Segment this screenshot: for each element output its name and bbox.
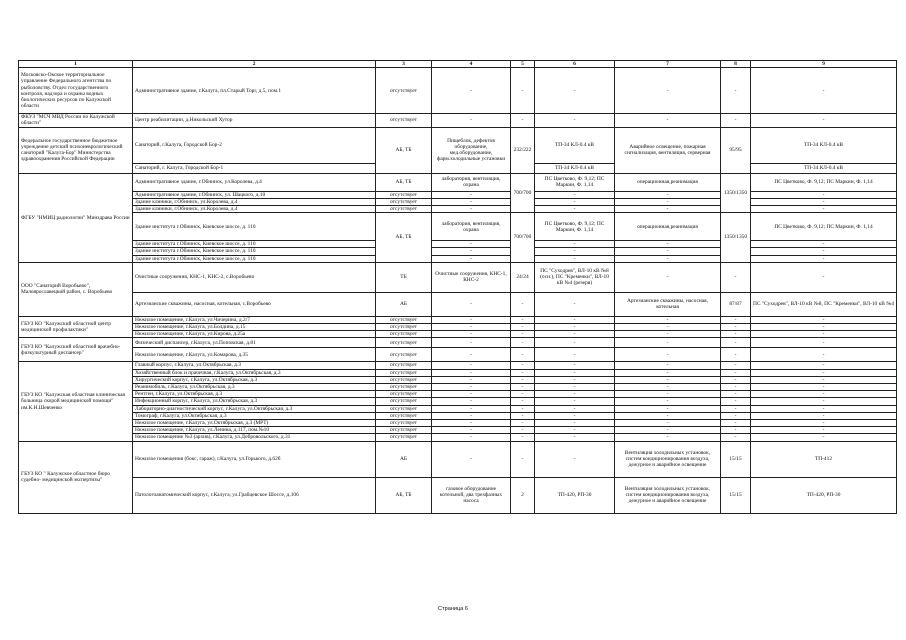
col3-cell: отсутствует bbox=[376, 391, 432, 398]
col7-cell: - bbox=[615, 68, 721, 114]
col5-cell: 24/24 bbox=[511, 262, 535, 292]
col9-cell: - bbox=[751, 420, 897, 427]
object-cell: Нежилое помещения (бокс, гараж), г.Калуга, ул.Горького, д.62б bbox=[133, 441, 376, 477]
col5-cell: - bbox=[511, 405, 535, 412]
table-row bbox=[19, 255, 897, 262]
col4-cell: - bbox=[432, 376, 511, 383]
col3-cell: отсутствует bbox=[376, 114, 432, 127]
col9-cell: - bbox=[751, 206, 897, 213]
col3-cell: отсутствует bbox=[376, 68, 432, 114]
col5-cell: 2 bbox=[511, 477, 535, 513]
col8-cell: 95/95 bbox=[721, 127, 751, 173]
col6-cell: - bbox=[535, 412, 615, 419]
col4-cell: - bbox=[432, 362, 511, 369]
col3-cell: отсутствует bbox=[376, 369, 432, 376]
col5-cell: - bbox=[511, 316, 535, 323]
col8-cell: 15/15 bbox=[721, 477, 751, 513]
col3-cell: отсутствует bbox=[376, 348, 432, 362]
col4-cell: Пищеблок, дефектов оборудование, мед.оборудование, фарм.холодильные установки bbox=[432, 127, 511, 173]
col4-cell: - bbox=[432, 292, 511, 316]
table-row bbox=[19, 391, 897, 398]
col9-cell: - bbox=[751, 262, 897, 292]
col9-cell: - bbox=[751, 348, 897, 362]
col8-cell: - bbox=[721, 398, 751, 405]
col4-cell: - bbox=[432, 248, 511, 255]
table-row bbox=[19, 191, 897, 198]
page-number: Страница 6 bbox=[437, 606, 469, 612]
header-row bbox=[19, 61, 897, 68]
col5-cell: - bbox=[511, 114, 535, 127]
col7-cell: - bbox=[615, 427, 721, 434]
table-row bbox=[19, 405, 897, 412]
col-header-8: 8 bbox=[721, 61, 751, 68]
object-cell: Здание института г.Обнинск, Киевское шоссе, д. 110 bbox=[133, 241, 376, 248]
col9-cell: - bbox=[751, 434, 897, 441]
col4-cell: - bbox=[432, 441, 511, 477]
object-cell: Санаторий, г.Калуга, Городской Бор-2 bbox=[133, 127, 376, 163]
col3-cell: отсутствует bbox=[376, 427, 432, 434]
col9-cell: ПС "Суходрев", ВЛ-10 кВ №8, ПС "Кременки", ВЛ-10 кВ №4 bbox=[751, 292, 897, 316]
col5-cell: - bbox=[511, 441, 535, 477]
col4-cell: - bbox=[432, 369, 511, 376]
col6-cell: ТП-34 КЛ-0.4 кВ bbox=[535, 163, 615, 173]
table-row bbox=[19, 441, 897, 477]
col6-cell: - bbox=[535, 384, 615, 391]
col-header-4: 4 bbox=[432, 61, 511, 68]
object-cell: Здание клиники, г.Обнинск, ул.Королева, д.4 bbox=[133, 198, 376, 205]
table-row bbox=[19, 114, 897, 127]
table-row bbox=[19, 434, 897, 441]
col9-cell: - bbox=[751, 68, 897, 114]
object-cell: Томограф, г.Калуга, ул.Октябрьская, д.3 bbox=[133, 412, 376, 419]
col8-cell: 1350/1350 bbox=[721, 213, 751, 263]
organization-cell: ФГБУ "НМИЦ радиологии" Минздрава России bbox=[19, 173, 133, 262]
col7-cell: - bbox=[615, 324, 721, 331]
col7-cell: операционная,реанимация bbox=[615, 173, 721, 191]
col6-cell: - bbox=[535, 420, 615, 427]
col7-cell: - bbox=[615, 114, 721, 127]
col6-cell: - bbox=[535, 241, 615, 248]
col8-cell: - bbox=[721, 262, 751, 292]
table-row bbox=[19, 173, 897, 191]
col8-cell: - bbox=[721, 427, 751, 434]
col9-cell: - bbox=[751, 405, 897, 412]
col8-cell: - bbox=[721, 405, 751, 412]
col7-cell: Артезианские скважины, насосная, котельная bbox=[615, 292, 721, 316]
col9-cell: - bbox=[751, 324, 897, 331]
object-cell: Административное здание, г.Калуга, пл.Старый Торг, д.5, пом.1 bbox=[133, 68, 376, 114]
object-cell: Административное здание, г.Обнинск, ул.Королева, д.4 bbox=[133, 173, 376, 191]
object-cell: Здание клиники, г.Обнинск, ул.Королева, д.4 bbox=[133, 206, 376, 213]
col6-cell: ТП-34 КЛ-0.4 кВ bbox=[535, 127, 615, 163]
table-row bbox=[19, 369, 897, 376]
col4-cell: - bbox=[432, 331, 511, 338]
col4-cell: - bbox=[432, 434, 511, 441]
col5-cell: - bbox=[511, 398, 535, 405]
col4-cell: - bbox=[432, 420, 511, 427]
col6-cell: - bbox=[535, 68, 615, 114]
table-row bbox=[19, 248, 897, 255]
col4-cell: - bbox=[432, 384, 511, 391]
object-cell: Здание института г.Обнинск, Киевское шоссе, д. 110 bbox=[133, 255, 376, 262]
col6-cell: - bbox=[535, 369, 615, 376]
object-cell: Инфекционный корпус, г.Калуга, ул.Октябрьская, д.3 bbox=[133, 398, 376, 405]
table-row bbox=[19, 412, 897, 419]
col3-cell: отсутствует bbox=[376, 331, 432, 338]
object-cell: Нежилое помещение, г.Калуга, ул.Ленина, д.117, пом.№10 bbox=[133, 427, 376, 434]
col3-cell: отсутствует bbox=[376, 362, 432, 369]
col9-cell: - bbox=[751, 384, 897, 391]
col9-cell: - bbox=[751, 331, 897, 338]
col7-cell: Вентиляция холодильных установок, систем кондиционирования воздуха, дежурное и аварийное освещение bbox=[615, 477, 721, 513]
col9-cell: - bbox=[751, 191, 897, 198]
col3-cell: отсутствует bbox=[376, 376, 432, 383]
object-cell: Административное здание, г.Обнинск, ул. Шацкого, д.10 bbox=[133, 191, 376, 198]
col7-cell: - bbox=[615, 191, 721, 198]
col4-cell: - bbox=[432, 427, 511, 434]
col4-cell: газовое оборудование котельной, два трехфазных насоса bbox=[432, 477, 511, 513]
col6-cell: - bbox=[535, 441, 615, 477]
col-header-6: 6 bbox=[535, 61, 615, 68]
col-header-1: 1 bbox=[19, 61, 133, 68]
object-cell: Физический диспансер, г.Калуга, ул.Поповская, д.81 bbox=[133, 338, 376, 348]
col5-cell: - bbox=[511, 427, 535, 434]
col-header-3: 3 bbox=[376, 61, 432, 68]
organization-cell: Московско-Окское территориальное управление Федерального агентства по рыболовству. Отдел государственного контроля, надзора и охраны водных биологических ресурсов по Калужской области bbox=[19, 68, 133, 114]
col3-cell: отсутствует bbox=[376, 338, 432, 348]
col5-cell: - bbox=[511, 369, 535, 376]
object-cell: Хозяйственный блок и прачечная, г.Калуга, ул.Октябрьская, д.3 bbox=[133, 369, 376, 376]
col4-cell: - bbox=[432, 348, 511, 362]
col9-cell: - bbox=[751, 316, 897, 323]
object-cell: Здание института г.Обнинск, Киевское шоссе, д. 110 bbox=[133, 248, 376, 255]
col5-cell: 700/700 bbox=[511, 173, 535, 213]
col6-cell: - bbox=[535, 114, 615, 127]
col4-cell: - bbox=[432, 206, 511, 213]
col9-cell: ТП-412 bbox=[751, 441, 897, 477]
col3-cell: отсутствует bbox=[376, 434, 432, 441]
col9-cell: - bbox=[751, 248, 897, 255]
col8-cell: - bbox=[721, 369, 751, 376]
col8-cell: - bbox=[721, 331, 751, 338]
col4-cell: лаборатория, вентиляция, охрана bbox=[432, 173, 511, 191]
table-row bbox=[19, 477, 897, 513]
object-cell: Нежилое помещение, г.Калуга, ул.Чичерина, д.2/7 bbox=[133, 316, 376, 323]
col3-cell: отсутствует bbox=[376, 412, 432, 419]
col-header-7: 7 bbox=[615, 61, 721, 68]
col4-cell: - bbox=[432, 412, 511, 419]
object-cell: Реанимобиль, г.Калуга, ул.Октябрьская, д.3 bbox=[133, 384, 376, 391]
col6-cell: - bbox=[535, 362, 615, 369]
table-row bbox=[19, 331, 897, 338]
col7-cell: - bbox=[615, 331, 721, 338]
col9-cell: - bbox=[751, 398, 897, 405]
col8-cell: - bbox=[721, 412, 751, 419]
col7-cell: Вентиляция холодильных установок, систем кондиционирования воздуха, дежурное и аварийное освещение bbox=[615, 441, 721, 477]
organization-cell: ООО "Санаторий Воробьево", Малоярославецкий район, с. Воробьево bbox=[19, 262, 133, 316]
col6-cell: - bbox=[535, 427, 615, 434]
organization-cell: ГБУЗ КО "Калужский областной центр медицинской профилактики" bbox=[19, 316, 133, 338]
data-table bbox=[18, 60, 897, 514]
col7-cell: - bbox=[615, 262, 721, 292]
col3-cell: отсутствует bbox=[376, 384, 432, 391]
object-cell: Здание института г.Обнинск, Киевское шоссе, д. 110 bbox=[133, 213, 376, 241]
col3-cell: АБ bbox=[376, 441, 432, 477]
col6-cell: ТП-420, РП-30 bbox=[535, 477, 615, 513]
col3-cell: отсутствует bbox=[376, 405, 432, 412]
organization-cell: ГБУЗ КО "Калужский областной врачебно-физкультурный диспансер" bbox=[19, 338, 133, 362]
col6-cell: - bbox=[535, 248, 615, 255]
table-row bbox=[19, 241, 897, 248]
col7-cell: - bbox=[615, 248, 721, 255]
col3-cell: АБ, ТБ bbox=[376, 213, 432, 263]
col6-cell: ПС Цветково, Ф. 9,12; ПС Маркин, Ф. 1,14 bbox=[535, 213, 615, 241]
col4-cell: - bbox=[432, 114, 511, 127]
table-row bbox=[19, 398, 897, 405]
col7-cell: - bbox=[615, 420, 721, 427]
table-row bbox=[19, 338, 897, 348]
col4-cell: - bbox=[432, 338, 511, 348]
col4-cell: - bbox=[432, 398, 511, 405]
col9-cell: - bbox=[751, 362, 897, 369]
object-cell: Хирургический корпус, г.Калуга, ул.Октябрьская, д.3 bbox=[133, 376, 376, 383]
table-row bbox=[19, 384, 897, 391]
col-header-9: 9 bbox=[751, 61, 897, 68]
col7-cell: - bbox=[615, 338, 721, 348]
col9-cell: - bbox=[751, 338, 897, 348]
col8-cell: - bbox=[721, 391, 751, 398]
col9-cell: - bbox=[751, 255, 897, 262]
col6-cell: - bbox=[535, 292, 615, 316]
col8-cell: - bbox=[721, 384, 751, 391]
col6-cell: - bbox=[535, 348, 615, 362]
col9-cell: - bbox=[751, 412, 897, 419]
object-cell: Рентген, г.Калуга, ул.Октябрьская, д.3 bbox=[133, 391, 376, 398]
col7-cell: - bbox=[615, 369, 721, 376]
object-cell: Санаторий, г. Калуга, Городской Бор-1 bbox=[133, 163, 376, 173]
col6-cell: - bbox=[535, 391, 615, 398]
col8-cell: - bbox=[721, 376, 751, 383]
col6-cell: - bbox=[535, 324, 615, 331]
col5-cell: 700/700 bbox=[511, 213, 535, 263]
col9-cell: - bbox=[751, 427, 897, 434]
table-row bbox=[19, 427, 897, 434]
col5-cell: - bbox=[511, 338, 535, 348]
col3-cell: отсутствует bbox=[376, 398, 432, 405]
col4-cell: - bbox=[432, 191, 511, 198]
col6-cell: - bbox=[535, 398, 615, 405]
col4-cell: - bbox=[432, 241, 511, 248]
object-cell: Главный корпус, г.Калуга, ул.Октябрьская, д.3 bbox=[133, 362, 376, 369]
col7-cell: - bbox=[615, 316, 721, 323]
col5-cell: - bbox=[511, 292, 535, 316]
col3-cell: АБ bbox=[376, 292, 432, 316]
col5-cell: - bbox=[511, 348, 535, 362]
col7-cell: - bbox=[615, 206, 721, 213]
col4-cell: - bbox=[432, 198, 511, 205]
col5-cell: - bbox=[511, 68, 535, 114]
organization-cell: ФКУЗ "МСЧ МВД России по Калужской области" bbox=[19, 114, 133, 127]
col7-cell: - bbox=[615, 384, 721, 391]
col6-cell: - bbox=[535, 338, 615, 348]
table-row bbox=[19, 362, 897, 369]
col3-cell: отсутствует bbox=[376, 206, 432, 213]
col3-cell: отсутствует bbox=[376, 191, 432, 198]
col-header-5: 5 bbox=[511, 61, 535, 68]
col9-cell: - bbox=[751, 369, 897, 376]
col6-cell: - bbox=[535, 206, 615, 213]
col4-cell: - bbox=[432, 316, 511, 323]
col4-cell: - bbox=[432, 324, 511, 331]
organization-cell: ГБУЗ КО " Калужское областное бюро судебно- медицинской экспертизы" bbox=[19, 441, 133, 513]
object-cell: Патологоанатомический корпус, г.Калуга, ул.Грабцевское Шоссе, д.106 bbox=[133, 477, 376, 513]
col5-cell: - bbox=[511, 412, 535, 419]
col7-cell: - bbox=[615, 412, 721, 419]
col3-cell: отсутствует bbox=[376, 420, 432, 427]
col3-cell: отсутствует bbox=[376, 198, 432, 205]
object-cell: Нежилое помещение, г.Калуга, ул.Октябрьская, д.3 (МРТ) bbox=[133, 420, 376, 427]
col4-cell: - bbox=[432, 68, 511, 114]
object-cell: Центр реабилитации, д.Никольский Хутор bbox=[133, 114, 376, 127]
col6-cell: - bbox=[535, 255, 615, 262]
table-row bbox=[19, 127, 897, 163]
col8-cell: - bbox=[721, 362, 751, 369]
col8-cell: 1350/1350 bbox=[721, 173, 751, 213]
col6-cell: - bbox=[535, 434, 615, 441]
col8-cell: - bbox=[721, 68, 751, 114]
table-row bbox=[19, 324, 897, 331]
col7-cell: - bbox=[615, 391, 721, 398]
col8-cell: - bbox=[721, 316, 751, 323]
col8-cell: 15/15 bbox=[721, 441, 751, 477]
organization-cell: ГБУЗ КО "Калужская областная клиническая больница скорой медицинской помощи" им.К.Н.Шевченко bbox=[19, 362, 133, 441]
col9-cell: - bbox=[751, 376, 897, 383]
col5-cell: - bbox=[511, 362, 535, 369]
table-row bbox=[19, 348, 897, 362]
col6-cell: - bbox=[535, 331, 615, 338]
col3-cell: АБ, ТБ bbox=[376, 127, 432, 173]
col7-cell: - bbox=[615, 255, 721, 262]
col4-cell: лаборатория, вентиляция, охрана bbox=[432, 213, 511, 241]
col6-cell: - bbox=[535, 376, 615, 383]
col8-cell: - bbox=[721, 324, 751, 331]
document-sheet bbox=[18, 60, 896, 622]
col7-cell: - bbox=[615, 405, 721, 412]
col9-cell: - bbox=[751, 198, 897, 205]
col3-cell: ТБ bbox=[376, 262, 432, 292]
organization-cell: Федеральное государственное бюджетное учреждение детский психоневрологический санаторий "Калуга-Бор" Министерства здравоохранения Российской Федерации bbox=[19, 127, 133, 173]
col7-cell: - bbox=[615, 362, 721, 369]
col9-cell: - bbox=[751, 241, 897, 248]
col5-cell: - bbox=[511, 331, 535, 338]
col5-cell: - bbox=[511, 324, 535, 331]
col9-cell: ТП-34 КЛ-0.4 кВ bbox=[751, 163, 897, 173]
col9-cell: ПС Цветково, Ф. 9,12; ПС Маркин, Ф. 1,14 bbox=[751, 213, 897, 241]
col8-cell: - bbox=[721, 420, 751, 427]
col5-cell: - bbox=[511, 420, 535, 427]
col4-cell: Очистные сооружения, КНС-1, КНС-2 bbox=[432, 262, 511, 292]
table-row bbox=[19, 262, 897, 292]
col9-cell: - bbox=[751, 391, 897, 398]
col6-cell: - bbox=[535, 316, 615, 323]
object-cell: Артезианские скважины, насосная, котельная, с.Воробьево bbox=[133, 292, 376, 316]
col4-cell: - bbox=[432, 391, 511, 398]
col6-cell: - bbox=[535, 198, 615, 205]
col7-cell: - bbox=[615, 398, 721, 405]
object-cell: Очистные сооружения, КНС-1, КНС-2, с.Воробьево bbox=[133, 262, 376, 292]
col5-cell: - bbox=[511, 391, 535, 398]
object-cell: Лабораторно-диагностический корпус, г.Калуга, ул.Октябрьская, д.3 bbox=[133, 405, 376, 412]
col9-cell: - bbox=[751, 114, 897, 127]
col8-cell: - bbox=[721, 348, 751, 362]
col8-cell: - bbox=[721, 114, 751, 127]
col4-cell: - bbox=[432, 255, 511, 262]
col9-cell: ПС Цветково, Ф. 9,12; ПС Маркин, Ф. 1,14 bbox=[751, 173, 897, 191]
col9-cell: ТП-420, РП-30 bbox=[751, 477, 897, 513]
table-row bbox=[19, 206, 897, 213]
col8-cell: - bbox=[721, 338, 751, 348]
col7-cell: - bbox=[615, 434, 721, 441]
table-row bbox=[19, 213, 897, 241]
col9-cell: ТП-34 КЛ-0.4 кВ bbox=[751, 127, 897, 163]
table-row bbox=[19, 420, 897, 427]
col3-cell: отсутствует bbox=[376, 324, 432, 331]
col6-cell: ПС "Суходрев", ВЛ-10 кВ №8 (осн.), ПС "Кременки", ВЛ-10 кВ №4 (резерв) bbox=[535, 262, 615, 292]
col5-cell: - bbox=[511, 376, 535, 383]
table-row bbox=[19, 292, 897, 316]
object-cell: Нежилое помещение №3 (архив), г.Калуга, ул.Добровольского, д.31 bbox=[133, 434, 376, 441]
col7-cell: - bbox=[615, 241, 721, 248]
table-row bbox=[19, 376, 897, 383]
table-row bbox=[19, 316, 897, 323]
table-row bbox=[19, 198, 897, 205]
col4-cell: - bbox=[432, 405, 511, 412]
col-header-2: 2 bbox=[133, 61, 376, 68]
col6-cell: ПС Цветково, Ф. 9,12; ПС Маркин, Ф. 1,14 bbox=[535, 173, 615, 191]
col7-cell: операционная,реанимация bbox=[615, 213, 721, 241]
col7-cell: - bbox=[615, 198, 721, 205]
col5-cell: 232/222 bbox=[511, 127, 535, 173]
col7-cell: - bbox=[615, 376, 721, 383]
col7-cell: - bbox=[615, 348, 721, 362]
col3-cell: АБ, ТБ bbox=[376, 173, 432, 191]
col8-cell: 87/87 bbox=[721, 292, 751, 316]
col7-cell: Аварийное освещение, пожарная сигнализация, вентиляция, серверная bbox=[615, 127, 721, 173]
object-cell: Нежилое помещение, г.Калуга, ул.Комарова, д.35 bbox=[133, 348, 376, 362]
table-row bbox=[19, 68, 897, 114]
object-cell: Нежилое помещение, г.Калуга, ул.Болдина, д.15 bbox=[133, 324, 376, 331]
col3-cell: АБ, ТБ bbox=[376, 477, 432, 513]
col6-cell: - bbox=[535, 191, 615, 198]
object-cell: Нежилое помещение, г.Калуга, ул.Кирова, д.25а bbox=[133, 331, 376, 338]
col5-cell: - bbox=[511, 384, 535, 391]
col3-cell: отсутствует bbox=[376, 316, 432, 323]
col5-cell: - bbox=[511, 434, 535, 441]
col6-cell: - bbox=[535, 405, 615, 412]
col8-cell: - bbox=[721, 434, 751, 441]
